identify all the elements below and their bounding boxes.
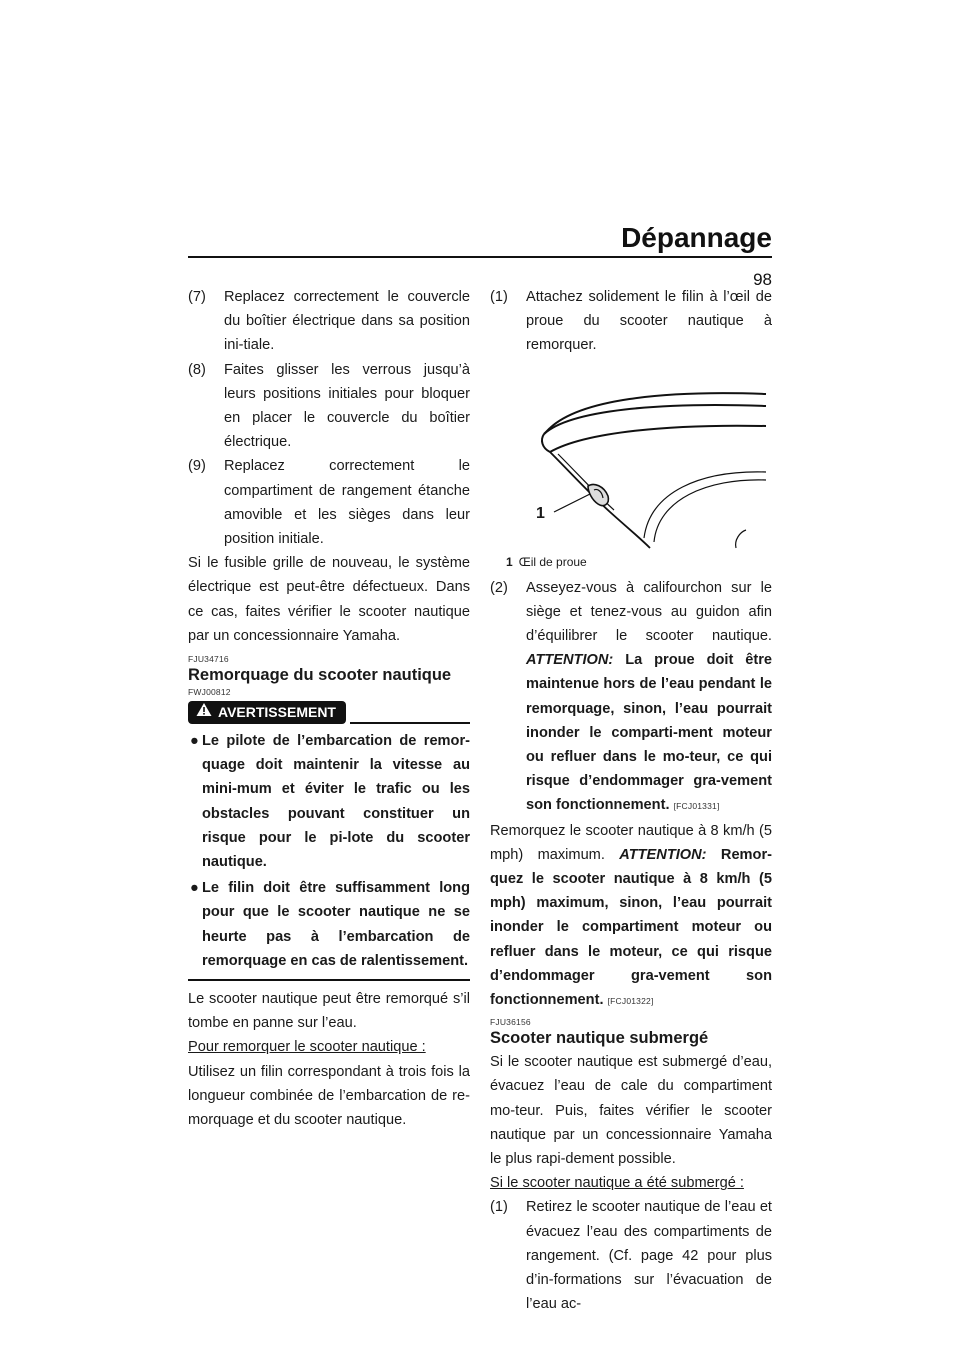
page-title: Dépannage — [621, 222, 772, 253]
warning-triangle-icon — [196, 700, 212, 724]
warning-label: AVERTISSEMENT — [218, 703, 336, 720]
step-8: (8) Faites glisser les verrous jusqu’à leurs positions initiales pour bloquer en placer le couvercle du boîtier électrique. — [188, 361, 470, 451]
figure-callout-1: 1 — [536, 504, 545, 522]
paragraph-speed: Remorquez le scooter nautique à 8 km/h (5 mph) maximum. ATTENTION: Remor-quez le scooter nautique à 8 km/h (5 mph) maximum, sinon, l’eau pourrait inonder le compartiment moteur ou refluer dans le moteur, ce qui risque d’endommager gra-vement son fonctionnement. [FCJ01322] — [490, 822, 772, 1009]
paragraph-fuse: Si le fusible grille de nouveau, le système électrique est peut-être défectueux. Dans ce cas, faites vérifier le scooter nautique par un concessionnaire Yamaha. — [188, 555, 470, 644]
section-title-towing: Remorquage du scooter nautique — [188, 666, 452, 685]
figure-caption: 1 Œil de proue — [506, 554, 587, 569]
step-9: (9) Replacez correctement le compartiment de rangement étanche amovible et les sièges dans leur position initiale. — [188, 458, 470, 548]
section-code: FJU34716 — [188, 654, 229, 665]
bow-eye-illustration — [490, 362, 772, 552]
warning-code: FWJ00812 — [188, 687, 231, 698]
paragraph-submerged: Si le scooter nautique est submergé d’eau, évacuez l’eau de cale du compartiment mo-teur. Puis, faites vérifier le scooter nautique par un concessionnaire Yamaha le plus rapi-dement possible. — [490, 1054, 772, 1168]
warning-bullet: ● Le filin doit être suffisamment long pour que le scooter nautique ne se heurte pas à l’embarcation de remorquage en cas de ralentissement. — [190, 880, 470, 969]
step-7: (7) Replacez correctement le couvercle du boîtier électrique dans sa position ini-tiale. — [188, 289, 470, 354]
tow-subheading: Pour remorquer le scooter nautique : — [188, 1039, 426, 1056]
right-column — [490, 285, 772, 1317]
warning-badge — [188, 701, 346, 724]
submerged-subheading: Si le scooter nautique a été submergé : — [490, 1175, 744, 1192]
warning-box — [188, 700, 470, 981]
left-column — [188, 285, 470, 1132]
paragraph-rope: Utilisez un filin correspondant à trois fois la longueur combinée de l’embarcation de re-morquage et du scooter nautique. — [188, 1063, 470, 1129]
step-1-attach: (1) Attachez solidement le filin à l’œil de proue du scooter nautique à remorquer. — [490, 289, 772, 354]
page-number: 98 — [753, 270, 772, 289]
warning-header — [188, 700, 470, 724]
paragraph-tow: Le scooter nautique peut être remorqué s’il tombe en panne sur l’eau. — [188, 991, 470, 1032]
warning-bullet: ● Le pilote de l’embarcation de remor-quage doit maintenir la vitesse au mini-mum et éviter le trafic ou les obstacles pouvant constituer un risque pour le pi-lote du scooter nautique. — [190, 733, 470, 871]
step-1-remove: (1) Retirez le scooter nautique de l’eau et évacuez l’eau des compartiments de rangement. (Cf. page 42 pour plus d’in-formations sur l’évacuation de l’eau ac- — [490, 1199, 772, 1313]
step-2-straddle: (2) Asseyez-vous à califourchon sur le siège et tenez-vous au guidon afin d’équilibrer le scooter nautique. ATTENTION: La proue doit être maintenue hors de l’eau pendant le remorquage, sinon, l’eau pourrait inonder le comparti-ment moteur ou refluer dans le mo-teur, ce qui risque d’endommager gra-vement son fonctionnement. [FCJ01331] — [490, 579, 772, 814]
warning-rule — [350, 722, 470, 724]
section-code: FJU36156 — [490, 1017, 531, 1028]
header-divider — [188, 256, 772, 258]
section-title-submerged: Scooter nautique submergé — [490, 1029, 709, 1048]
